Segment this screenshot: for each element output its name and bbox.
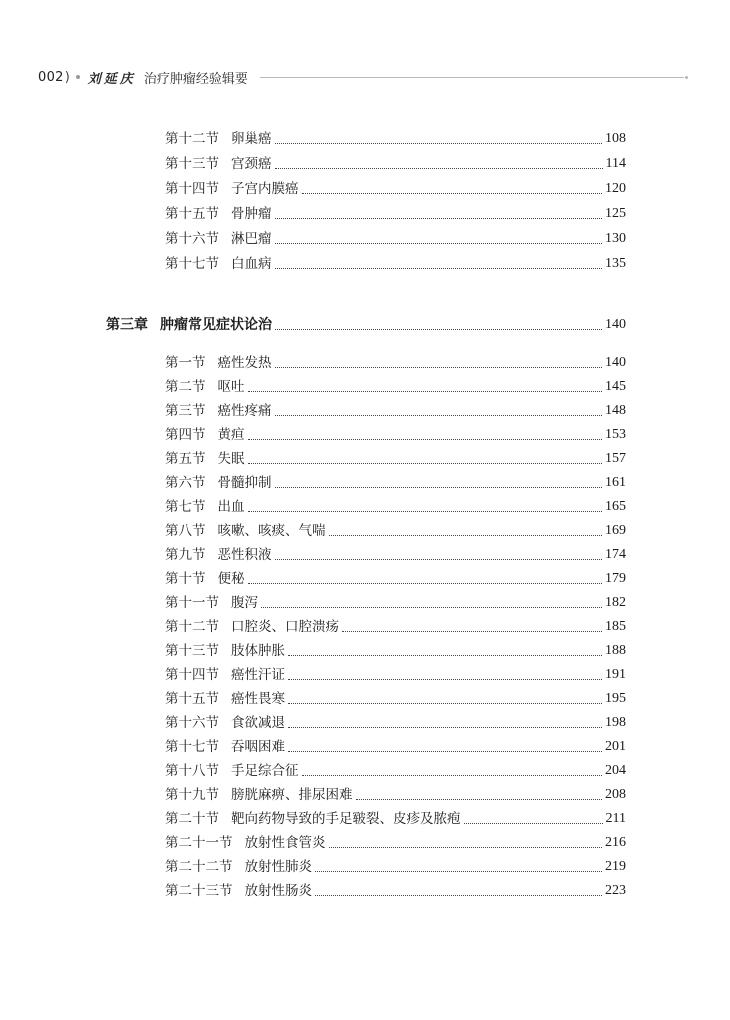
section-title: 淋巴瘤 <box>231 231 272 247</box>
section-page: 165 <box>605 499 626 514</box>
section-title: 宫颈癌 <box>231 156 272 172</box>
toc-entry[interactable] <box>0 830 730 852</box>
section-title: 放射性食管炎 <box>244 835 326 851</box>
section-number: 第十二节 <box>165 131 219 147</box>
toc-entry[interactable] <box>0 614 730 636</box>
dot-leader <box>275 243 603 244</box>
dot-leader <box>342 631 602 632</box>
section-number: 第十三节 <box>165 643 219 659</box>
toc-entry[interactable] <box>0 251 730 273</box>
toc-entry[interactable] <box>0 374 730 396</box>
section-page: 223 <box>605 883 626 898</box>
dot-leader <box>248 391 603 392</box>
toc-entry[interactable] <box>0 350 730 372</box>
section-title: 子宫内膜癌 <box>231 181 299 197</box>
section-page: 140 <box>605 355 626 370</box>
dot-leader <box>275 487 603 488</box>
toc-entry[interactable] <box>0 638 730 660</box>
section-number: 第八节 <box>165 523 206 539</box>
dot-leader <box>275 168 603 169</box>
toc-entry[interactable] <box>0 758 730 780</box>
section-title: 癌性汗证 <box>231 667 285 683</box>
section-title: 食欲减退 <box>231 715 285 731</box>
section-page: 174 <box>605 547 626 562</box>
section-number: 第九节 <box>165 547 206 563</box>
section-number: 第二节 <box>165 379 206 395</box>
section-number: 第十四节 <box>165 181 219 197</box>
section-page: 204 <box>605 763 626 778</box>
section-number: 第三节 <box>165 403 206 419</box>
section-page: 191 <box>605 667 626 682</box>
section-title: 癌性疼痛 <box>217 403 272 419</box>
section-number: 第十五节 <box>165 206 219 222</box>
section-title: 膀胱麻痹、排尿困难 <box>231 787 353 803</box>
chapter-number: 第三章 <box>106 317 148 333</box>
section-page: 185 <box>605 619 626 634</box>
section-title: 便秘 <box>217 571 245 587</box>
section-number: 第十九节 <box>165 787 219 803</box>
dot-leader <box>275 559 603 560</box>
section-page: 182 <box>605 595 626 610</box>
toc-entry[interactable] <box>0 226 730 248</box>
dot-leader <box>248 439 603 440</box>
section-number: 第十二节 <box>165 619 219 635</box>
toc-entry[interactable] <box>0 470 730 492</box>
toc-entry[interactable] <box>0 494 730 516</box>
section-page: 130 <box>605 231 626 246</box>
author-name: 刘延庆 <box>87 71 136 87</box>
toc-entry[interactable] <box>0 806 730 828</box>
section-title: 癌性畏寒 <box>231 691 285 707</box>
section-number: 第十七节 <box>165 739 219 755</box>
section-page: 153 <box>605 427 626 442</box>
section-number: 第四节 <box>165 427 206 443</box>
section-title: 肢体肿胀 <box>231 643 285 659</box>
section-page: 114 <box>605 156 626 171</box>
dot-leader <box>315 895 602 896</box>
section-title: 吞咽困难 <box>231 739 285 755</box>
toc-entry[interactable] <box>0 878 730 900</box>
section-number: 第二十三节 <box>165 883 233 899</box>
section-page: 161 <box>605 475 626 490</box>
section-page: 125 <box>605 206 626 221</box>
section-number: 第十节 <box>165 571 206 587</box>
page-number-bracket: ) <box>64 69 70 85</box>
section-number: 第十六节 <box>165 715 219 731</box>
section-title: 骨肿瘤 <box>231 206 272 222</box>
section-title: 出血 <box>217 499 245 515</box>
dot-leader <box>302 775 603 776</box>
section-page: 201 <box>605 739 626 754</box>
section-title: 咳嗽、咳痰、气喘 <box>217 523 326 539</box>
section-title: 腹泻 <box>231 595 258 611</box>
section-title: 放射性肺炎 <box>244 859 312 875</box>
toc-entry[interactable] <box>0 662 730 684</box>
section-title: 癌性发热 <box>217 355 272 371</box>
section-number: 第十五节 <box>165 691 219 707</box>
section-page: 108 <box>605 131 626 146</box>
toc-entry[interactable] <box>0 590 730 612</box>
section-number: 第二十二节 <box>165 859 233 875</box>
section-number: 第二十一节 <box>165 835 233 851</box>
toc-entry[interactable] <box>0 782 730 804</box>
toc-entry[interactable] <box>0 686 730 708</box>
section-page: 219 <box>605 859 626 874</box>
section-title: 黄疸 <box>217 427 245 443</box>
dot-leader <box>315 871 602 872</box>
dot-leader <box>288 727 602 728</box>
section-title: 靶向药物导致的手足皲裂、皮疹及脓疱 <box>231 811 461 827</box>
toc-entry[interactable] <box>0 566 730 588</box>
section-title: 白血病 <box>231 256 272 272</box>
dot-leader <box>275 268 603 269</box>
section-number: 第十六节 <box>165 231 219 247</box>
section-number: 第一节 <box>165 355 206 371</box>
section-number: 第十八节 <box>165 763 219 779</box>
toc-entry[interactable] <box>0 151 730 173</box>
dot-leader <box>275 143 603 144</box>
section-number: 第二十节 <box>165 811 219 827</box>
dot-leader <box>288 703 602 704</box>
dot-leader <box>261 607 602 608</box>
section-number: 第六节 <box>165 475 206 491</box>
section-page: 179 <box>605 571 626 586</box>
dot-leader <box>275 218 603 219</box>
section-title: 手足综合征 <box>231 763 299 779</box>
dot-leader <box>248 511 603 512</box>
dot-leader <box>302 193 603 194</box>
section-page: 211 <box>605 811 626 826</box>
section-title: 恶性积液 <box>217 547 272 563</box>
section-page: 208 <box>605 787 626 802</box>
section-page: 145 <box>605 379 626 394</box>
toc-entry[interactable] <box>0 398 730 420</box>
dot-leader <box>248 583 603 584</box>
dot-leader <box>275 367 603 368</box>
section-page: 198 <box>605 715 626 730</box>
dot-leader <box>288 655 602 656</box>
section-page: 135 <box>605 256 626 271</box>
section-page: 169 <box>605 523 626 538</box>
section-title: 呕吐 <box>217 379 245 395</box>
chapter-page: 140 <box>605 317 626 332</box>
section-title: 卵巢癌 <box>231 131 272 147</box>
section-number: 第十四节 <box>165 667 219 683</box>
toc-entry[interactable] <box>0 542 730 564</box>
section-page: 148 <box>605 403 626 418</box>
section-number: 第五节 <box>165 451 206 467</box>
dot-leader <box>329 535 603 536</box>
section-number: 第七节 <box>165 499 206 515</box>
section-page: 195 <box>605 691 626 706</box>
dot-leader <box>275 329 602 330</box>
section-page: 188 <box>605 643 626 658</box>
dot-leader <box>329 847 603 848</box>
section-number: 第十七节 <box>165 256 219 272</box>
page-number: 002 <box>38 69 64 85</box>
section-title: 口腔炎、口腔溃疡 <box>231 619 339 635</box>
toc-entry[interactable] <box>0 854 730 876</box>
section-number: 第十三节 <box>165 156 219 172</box>
toc-entry[interactable] <box>0 734 730 756</box>
section-page: 216 <box>605 835 626 850</box>
section-title: 失眠 <box>217 451 245 467</box>
book-title: 治疗肿瘤经验辑要 <box>143 71 248 87</box>
chapter-title: 肿瘤常见症状论治 <box>160 317 272 333</box>
dot-leader <box>288 751 602 752</box>
dot-leader <box>464 823 603 824</box>
dot-leader <box>288 679 602 680</box>
section-title: 骨髓抑制 <box>217 475 272 491</box>
dot-leader <box>356 799 603 800</box>
toc-entry[interactable] <box>0 518 730 540</box>
toc-chapter-entry[interactable] <box>0 312 730 334</box>
section-page: 120 <box>605 181 626 196</box>
section-number: 第十一节 <box>165 595 219 611</box>
toc-entry[interactable] <box>0 126 730 148</box>
dot-leader <box>275 415 603 416</box>
toc-entry[interactable] <box>0 710 730 732</box>
toc-entry[interactable] <box>0 422 730 444</box>
toc-entry[interactable] <box>0 446 730 468</box>
toc-entry[interactable] <box>0 176 730 198</box>
section-page: 157 <box>605 451 626 466</box>
toc-entry[interactable] <box>0 201 730 223</box>
dot-leader <box>248 463 603 464</box>
section-title: 放射性肠炎 <box>244 883 312 899</box>
